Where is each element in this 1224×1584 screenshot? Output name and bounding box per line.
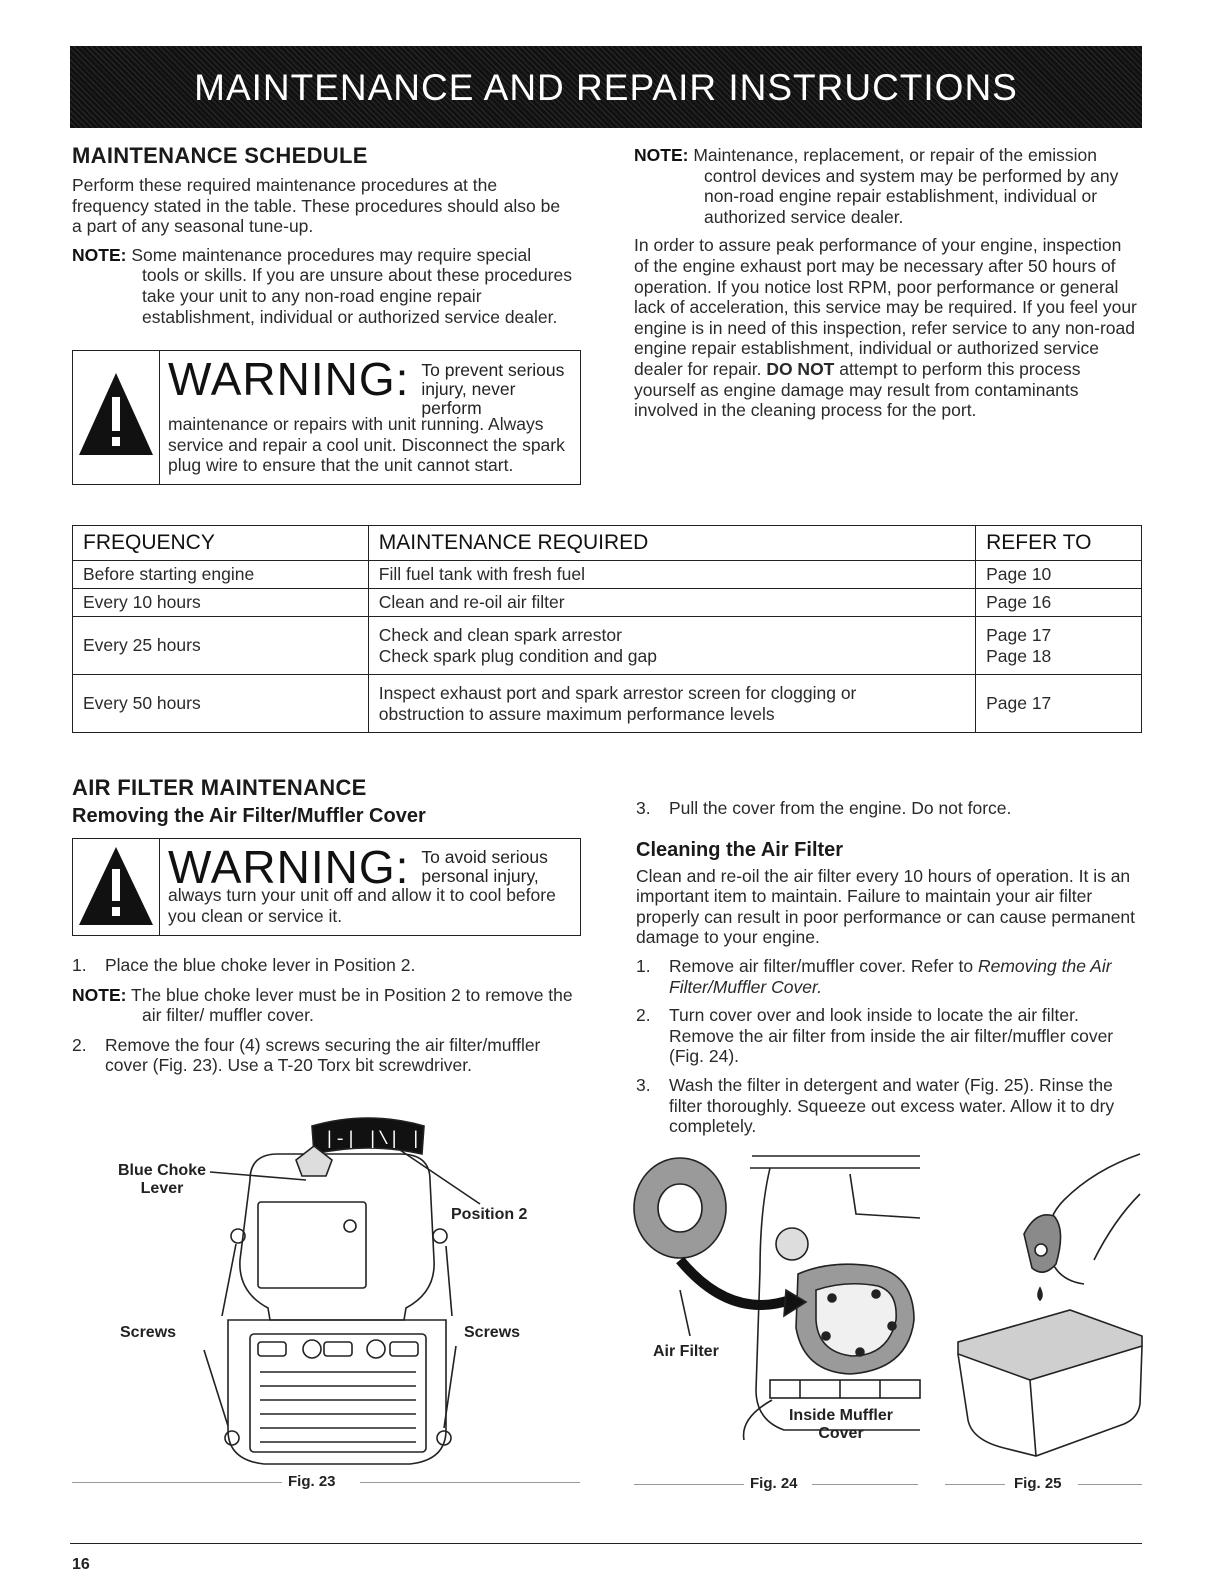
cleaning-heading: Cleaning the Air Filter (636, 838, 844, 861)
fig23-caption-rule-left (72, 1482, 282, 1483)
task-line: obstruction to assure maximum performance levels (378, 703, 775, 724)
col-header-frequency: FREQUENCY (73, 526, 369, 561)
warning-word: WARNING: (168, 841, 410, 893)
step-number: 1. (636, 955, 651, 976)
refer-line: Page 16 (986, 592, 1052, 612)
cell-task (368, 617, 975, 675)
col-header-maintenance: MAINTENANCE REQUIRED (368, 526, 975, 561)
refer-line: Page 18 (986, 645, 1052, 666)
step-number: 1. (72, 955, 87, 975)
exhaust-text: In order to assure peak performance of your engine, inspection of the engine exhaust port may be necessary after 50 hours of operation. If you notice lost RPM, poor performance or general lack of acceleration, this service may be required. If you feel your engine is in need of this inspection, refer service to any non-road engine repair establishment, individual or authorized service dealer for repair. (634, 235, 1137, 379)
step-text: Remove the four (4) screws securing the air filter/muffler cover (Fig. 23). Use a T-20 Torx bit screwdriver. (105, 1034, 541, 1076)
choke-position-marks: |-| |\| |·| (324, 1130, 443, 1150)
step-1 (72, 955, 577, 976)
step-text: Pull the cover from the engine. Do not force. (669, 798, 1012, 818)
fig25-caption-rule-right (1078, 1484, 1142, 1485)
cell-task (368, 589, 975, 617)
fig25-caption-rule-left (945, 1484, 1005, 1485)
task-line: Inspect exhaust port and spark arrestor screen for clogging or (378, 682, 857, 703)
fig23-caption: Fig. 23 (288, 1473, 336, 1490)
fig23-caption-rule-right (360, 1482, 580, 1483)
exhaust-text-end: attempt to perform this process yourself as engine damage may result from contaminants involved in the cleaning process for the port. (634, 358, 1081, 421)
table-row (73, 589, 1142, 617)
warning-triangle (73, 351, 160, 484)
cross-reference: Removing the Air Filter/Muffler Cover. (669, 955, 1112, 997)
maintenance-schedule-heading: MAINTENANCE SCHEDULE (72, 143, 368, 168)
cell-frequency: Every 10 hours (73, 589, 369, 617)
refer-line: Page 10 (986, 564, 1052, 584)
maintenance-table (72, 525, 1142, 733)
step-number: 3. (636, 1074, 651, 1095)
step-text: Wash the filter in detergent and water (Fig. 25). Rinse the filter thoroughly. Squeeze out excess water. Allow it to dry completely. (669, 1074, 1115, 1137)
warning-lead: To prevent serious injury, never perform (421, 360, 565, 418)
step-2 (72, 1035, 577, 1076)
note-label: NOTE: (72, 244, 127, 265)
schedule-intro: Perform these required maintenance procedures at the frequency stated in the table. These procedures should also be a part of any seasonal tune-up. (72, 175, 561, 237)
cell-task (368, 561, 975, 589)
cell-frequency: Every 25 hours (73, 617, 369, 675)
cell-refer (976, 617, 1142, 675)
fig25-caption: Fig. 25 (1014, 1475, 1062, 1492)
task-line: Clean and re-oil air filter (378, 592, 565, 612)
cleaning-step-1 (636, 956, 1141, 997)
fig24-caption-rule-right (812, 1484, 918, 1485)
table-row (73, 617, 1142, 675)
table-row (73, 561, 1142, 589)
air-filter-heading: AIR FILTER MAINTENANCE (72, 775, 367, 800)
step-text: Turn cover over and look inside to locate the air filter. Remove the air filter from inside the air filter/muffler cover (Fig. 24). (669, 1005, 1114, 1067)
choke-note (72, 985, 577, 1026)
cell-refer (976, 589, 1142, 617)
task-line: Check spark plug condition and gap (378, 645, 658, 666)
step-number: 2. (636, 1005, 651, 1026)
fig24-caption-rule-left (634, 1484, 744, 1485)
position-2-label: Position 2 (451, 1206, 528, 1223)
page-number: 16 (72, 1556, 90, 1573)
exhaust-paragraph (634, 235, 1139, 420)
page-title: MAINTENANCE AND REPAIR INSTRUCTIONS (194, 67, 1018, 108)
screws-label-right: Screws (464, 1324, 521, 1341)
removal-steps (72, 955, 577, 1076)
step-text: Place the blue choke lever in Position 2. (105, 955, 416, 975)
note-text: Some maintenance procedures may require special tools or skills. If you are unsure about these procedures take your unit to any non-road engine repair establishment, individual or authorized service dealer. (131, 244, 572, 327)
step-text: Remove air filter/muffler cover. Refer to (669, 955, 974, 976)
step-3 (636, 798, 1141, 819)
warning-triangle (73, 839, 160, 935)
warning-text-block (168, 351, 572, 476)
removing-cover-subheading: Removing the Air Filter/Muffler Cover (72, 805, 426, 827)
table-header-row (73, 526, 1142, 561)
blue-choke-label: Blue Choke Lever (117, 1162, 206, 1197)
col-header-refer: REFER TO (976, 526, 1142, 561)
task-line: Check and clean spark arrestor (378, 624, 622, 645)
warning-rest: always turn your unit off and allow it to cool before you clean or service it. (168, 885, 556, 926)
schedule-note (72, 245, 572, 327)
table-row (73, 675, 1142, 733)
cell-refer (976, 561, 1142, 589)
air-filter-section (72, 775, 577, 828)
note-text: Maintenance, replacement, or repair of the emission control devices and system may be performed by any non-road engine repair establishment, individual or authorized service dealer. (693, 145, 1119, 227)
fig25-illustration (944, 1150, 1144, 1470)
note-label: NOTE: (72, 984, 127, 1005)
warning-lead: To avoid serious personal injury, (421, 847, 548, 886)
cleaning-section (636, 798, 1141, 1137)
note-text: The blue choke lever must be in Position 2 to remove the air filter/ muffler cover. (131, 984, 573, 1026)
inside-muffler-cover-label: Inside Muffler Cover (788, 1407, 893, 1442)
note-label: NOTE: (634, 145, 689, 165)
screws-label-left: Screws (120, 1324, 177, 1341)
cleaning-step-2 (636, 1005, 1141, 1067)
warning-box-air-filter (72, 838, 581, 936)
do-not-emphasis: DO NOT (766, 358, 835, 379)
cell-task (368, 675, 975, 733)
title-banner (70, 46, 1142, 128)
warning-icon (73, 839, 159, 935)
refer-line: Page 17 (986, 624, 1052, 645)
emission-note (634, 145, 1139, 227)
warning-text-block (168, 839, 572, 926)
cell-frequency: Every 50 hours (73, 675, 369, 733)
fig24-caption: Fig. 24 (750, 1475, 798, 1492)
footer-rule (70, 1543, 1142, 1544)
cell-frequency: Before starting engine (73, 561, 369, 589)
cleaning-intro: Clean and re-oil the air filter every 10 hours of operation. It is an important item to maintain. Failure to maintain your air filter properly can result in poor performance or can cause permanent damage to your engine. (636, 865, 1136, 948)
warning-rest: maintenance or repairs with unit running. Always service and repair a cool unit. Disconnect the spark plug wire to ensure that the unit cannot start. (168, 414, 565, 476)
air-filter-label: Air Filter (653, 1343, 719, 1360)
warning-icon (73, 351, 159, 484)
task-line: Fill fuel tank with fresh fuel (378, 564, 585, 584)
step-number: 2. (72, 1034, 87, 1055)
maintenance-schedule-section (72, 143, 572, 327)
cell-refer (976, 675, 1142, 733)
warning-box-schedule (72, 350, 581, 485)
cleaning-step-3 (636, 1075, 1141, 1137)
warning-word: WARNING: (168, 353, 410, 405)
right-top-section (634, 145, 1139, 421)
refer-line: Page 17 (986, 693, 1052, 713)
step-number: 3. (636, 798, 651, 818)
